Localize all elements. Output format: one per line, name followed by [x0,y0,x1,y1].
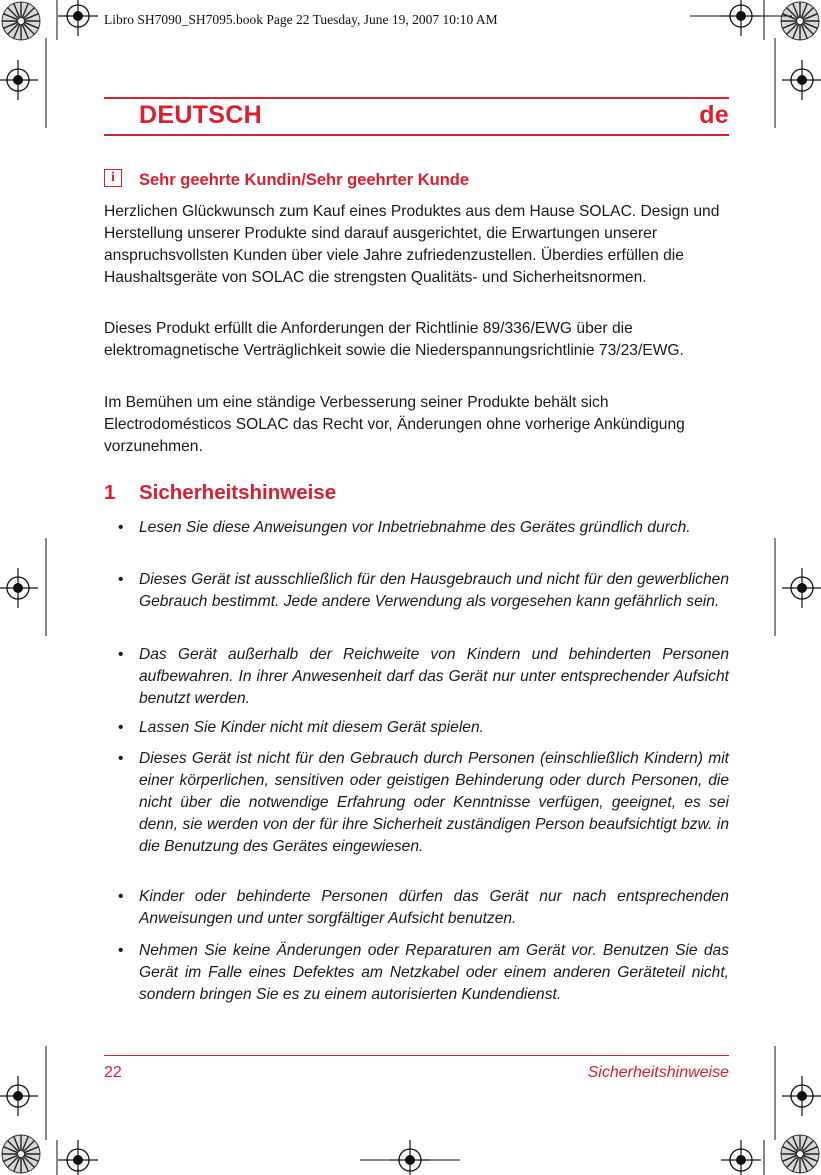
bullet-icon: • [118,750,124,767]
print-slug: Libro SH7090_SH7095.book Page 22 Tuesday, June 19, 2007 10:10 AM [104,12,498,27]
list-item [118,886,729,930]
header-language-code: de [699,101,729,129]
intro-paragraph: Herzlichen Glückwunsch zum Kauf eines Produktes aus dem Hause SOLAC. Design und Herstellung unserer Produkte sind darauf ausgerichtet, die Erwartungen unserer anspruchsvollsten Kunden über viele Jahre zufriedenzustellen. Überdies erfüllen die Haushaltsgeräte von SOLAC die strengsten Qualitäts- und Sicherheitsnormen. [104,203,720,286]
crosshair-icon [58,1140,98,1175]
crosshair-icon [721,0,761,36]
list-item-text: Dieses Gerät ist nicht für den Gebrauch durch Personen (einschließlich Kindern) mit einer körperlichen, sensitiven oder geistigen Behinderung oder durch Personen, die nicht über die notwendige Erfahrung oder Kenntnisse verfügen, geeignet, es sei denn, sie werden von der für ihre Sicherheit zuständigen Person beaufsichtigt bzw. in die Benutzung des Gerätes eingewiesen. [139,750,729,855]
crosshair-icon [782,1076,821,1116]
crosshair-icon [721,1140,761,1175]
list-item-text: Lesen Sie diese Anweisungen vor Inbetriebnahme des Gerätes gründlich durch. [139,519,691,536]
section-number: 1 [104,481,116,504]
registration-starburst-icon [2,2,40,40]
footer-rule [104,1055,729,1056]
crosshair-icon [782,568,821,608]
bullet-icon: • [118,646,124,663]
greeting-heading: Sehr geehrte Kundin/Sehr geehrter Kunde [139,171,470,189]
intro-paragraph: Dieses Produkt erfüllt die Anforderungen der Richtlinie 89/336/EWG über die elektromagnetische Verträglichkeit sowie die Niederspannungsrichtlinie 73/23/EWG. [104,320,684,359]
registration-starburst-icon [781,1135,819,1173]
info-icon: i [104,169,122,187]
bullet-icon: • [118,888,124,905]
list-item-text: Lassen Sie Kinder nicht mit diesem Gerät spielen. [139,719,484,736]
list-item [118,748,729,858]
intro-paragraph: Im Bemühen um eine ständige Verbesserung seiner Produkte behält sich Electrodomésticos SOLAC das Recht vor, Änderungen ohne vorherige Ankündigung vorzunehmen. [104,394,685,455]
list-item-text: Nehmen Sie keine Änderungen oder Reparaturen am Gerät vor. Benutzen Sie das Gerät im Falle eines Defektes am Netzkabel oder einem anderen Geräteteil nicht, sondern bringen Sie es zu einem autorisierten Kundendienst. [139,942,729,1003]
list-item [118,569,729,613]
crosshair-icon [0,1076,38,1116]
header-top-rule [104,97,729,99]
header-language-name: DEUTSCH [139,101,262,129]
list-item-text: Dieses Gerät ist ausschließlich für den Hausgebrauch und nicht für den gewerblichen Gebrauch bestimmt. Jede andere Verwendung als vorgesehen kann gefährlich sein. [139,571,729,610]
section-heading [104,481,336,505]
bullet-icon: • [118,719,124,736]
section-title: Sicherheitshinweise [139,481,337,504]
list-item [118,517,729,539]
header-bottom-rule [104,134,729,136]
list-item [118,717,729,739]
list-item-text: Kinder oder behinderte Personen dürfen das Gerät nur nach entsprechenden Anweisungen und unter sorgfältiger Aufsicht benutzen. [139,888,729,927]
crosshair-icon [390,1140,430,1175]
list-item-text: Das Gerät außerhalb der Reichweite von Kindern und behinderten Personen aufbewahren. In ihrer Anwesenheit darf das Gerät nur unter entsprechender Aufsicht benutzt werden. [139,646,729,707]
crosshair-icon [782,60,821,100]
list-item [118,644,729,710]
page-number: 22 [104,1064,122,1081]
bullet-icon: • [118,519,124,536]
crosshair-icon [0,60,38,100]
bullet-icon: • [118,571,124,588]
list-item [118,940,729,1006]
crosshair-icon [0,568,38,608]
bullet-icon: • [118,942,124,959]
registration-starburst-icon [781,2,819,40]
registration-starburst-icon [2,1135,40,1173]
footer-section-title: Sicherheitshinweise [587,1064,729,1081]
crosshair-icon [58,0,98,36]
